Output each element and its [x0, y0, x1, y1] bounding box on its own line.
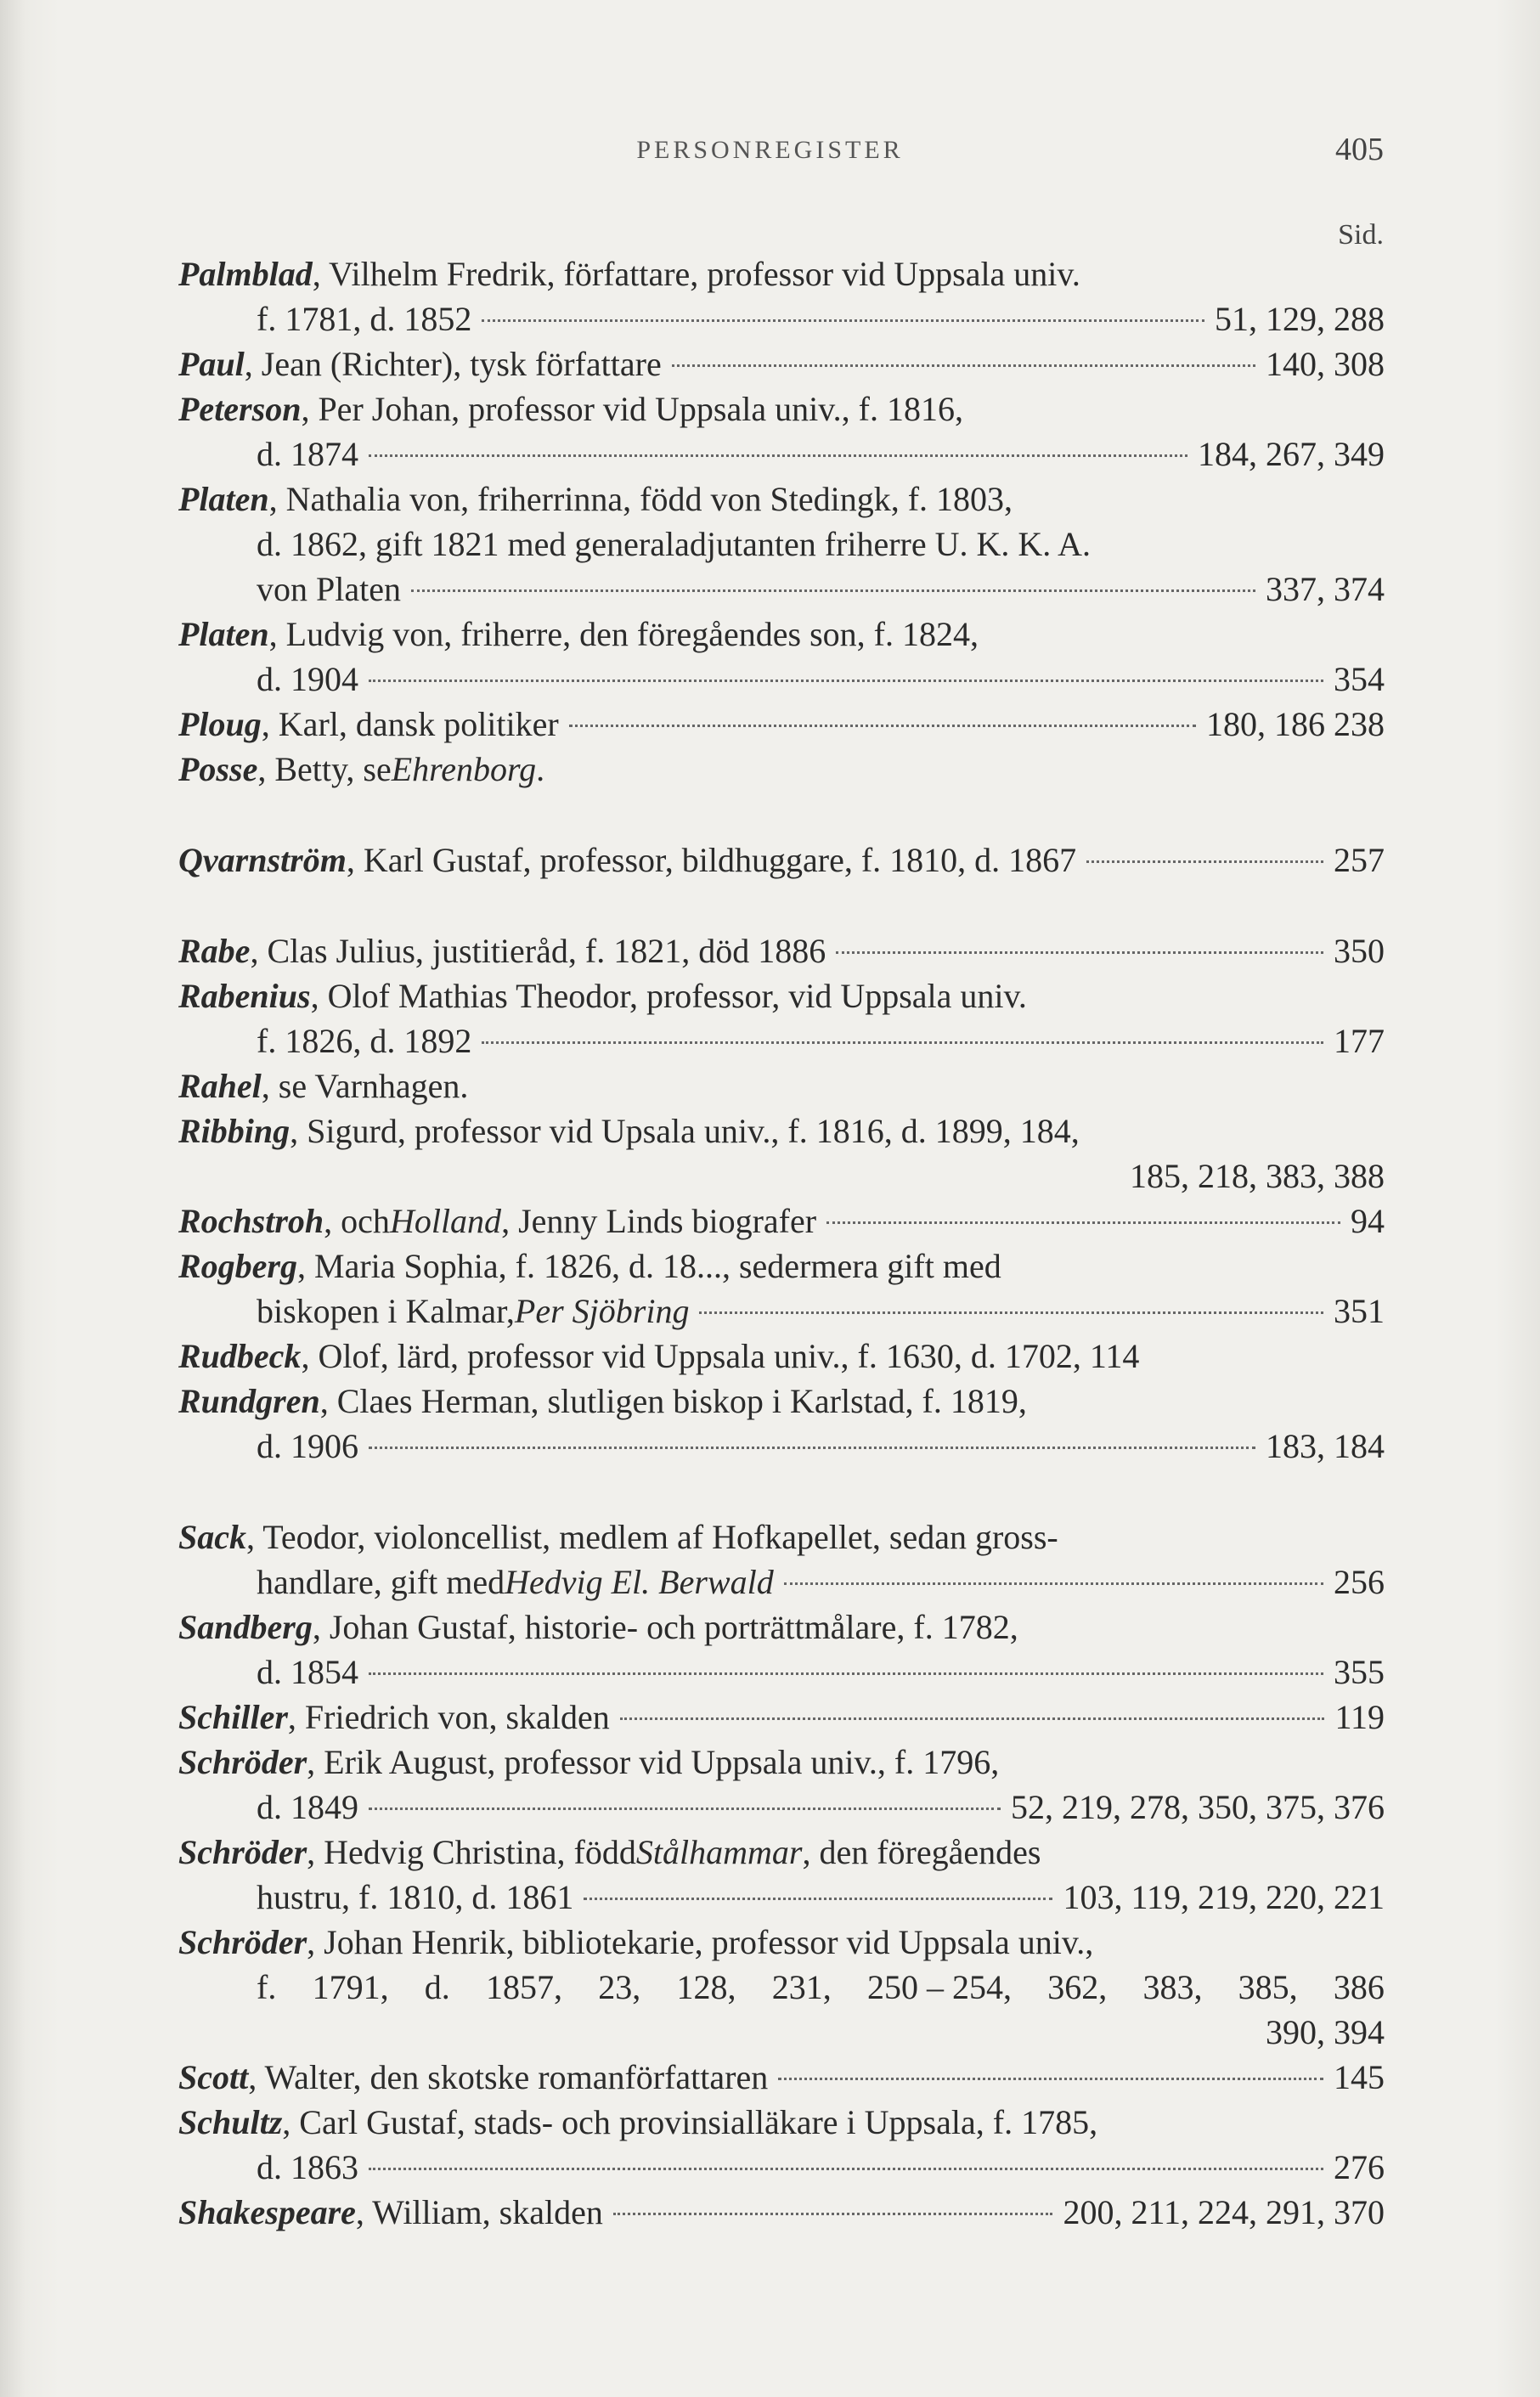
cross-reference: Stålhammar: [635, 1833, 803, 1871]
dot-leader: [672, 364, 1255, 367]
register-entry: [178, 1334, 1385, 1379]
entry-line: [178, 1379, 1385, 1424]
entry-name: Schröder: [178, 1833, 307, 1871]
entry-name: Rabe: [178, 932, 251, 970]
entry-text: , Jean (Richter), tysk författare: [244, 345, 662, 383]
dot-leader: [569, 725, 1196, 727]
cross-reference: Ehrenborg: [391, 750, 537, 788]
dot-leader: [369, 1672, 1323, 1675]
entry-text: , se Varnhagen.: [261, 1067, 469, 1105]
entry-text: 385,: [1238, 1968, 1298, 2006]
entry-line: [178, 296, 1385, 341]
entry-line: [178, 973, 1385, 1018]
page-refs: 103, 119, 219, 220, 221: [1063, 1878, 1385, 1916]
entry-name: Sandberg: [178, 1608, 313, 1646]
entry-line: [178, 928, 1385, 973]
entry-line: [178, 1605, 1385, 1650]
entry-line: [178, 2010, 1385, 2055]
entry-text: von Platen: [257, 570, 401, 608]
cross-reference: Hedvig El. Berwald: [505, 1563, 774, 1601]
dot-leader: [836, 951, 1323, 954]
register-entry: [178, 747, 1385, 792]
page-refs: 200, 211, 224, 291, 370: [1063, 2193, 1385, 2231]
entry-text: , Friedrich von, skalden: [287, 1698, 610, 1736]
entry-name: Schröder: [178, 1743, 307, 1781]
entry-name: Platen: [178, 480, 269, 518]
entry-name: Schröder: [178, 1923, 307, 1961]
page-refs: 276: [1334, 2148, 1385, 2186]
entry-line: [178, 1018, 1385, 1063]
page-refs: 94: [1351, 1202, 1385, 1240]
register-entry: [178, 702, 1385, 747]
entry-name: Sack: [178, 1518, 246, 1556]
entry-line: [178, 341, 1385, 386]
entry-text: , Nathalia von, friherrinna, född von Stedingk, f. 1803,: [268, 480, 1013, 518]
page-refs: 183, 184: [1266, 1427, 1385, 1465]
entry-name: Rogberg: [178, 1247, 297, 1285]
entry-text: , Clas Julius, justitieråd, f. 1821, död 1886: [250, 932, 826, 970]
dot-leader: [620, 1717, 1325, 1720]
entry-line: [178, 1559, 1385, 1605]
entry-text: 1791,: [312, 1968, 389, 2006]
entry-name: Schiller: [178, 1698, 288, 1736]
dot-leader: [369, 680, 1323, 682]
entry-line: [178, 702, 1385, 747]
entry-text: f.: [257, 1968, 277, 2006]
page-refs: 180, 186 238: [1206, 705, 1385, 743]
entry-line: [178, 657, 1385, 702]
entry-name: Platen: [178, 615, 269, 653]
entry-line: [178, 1244, 1385, 1289]
cross-reference: Per Sjöbring: [514, 1292, 690, 1330]
register-entry: [178, 612, 1385, 702]
entry-line: [178, 522, 1385, 567]
entry-line: [178, 1334, 1385, 1379]
page-refs: 350: [1334, 932, 1385, 970]
entry-line: [178, 386, 1385, 431]
register-entry: [178, 477, 1385, 612]
entry-name: Palmblad: [178, 255, 313, 293]
entry-text: 362,: [1047, 1968, 1108, 2006]
page-refs: 351: [1334, 1292, 1385, 1330]
dot-leader: [369, 454, 1187, 457]
page-refs: 145: [1334, 2058, 1385, 2096]
entry-text: , Per Johan, professor vid Uppsala univ., f. 1816,: [301, 390, 963, 428]
entry-name: Ploug: [178, 705, 262, 743]
register-entry: [178, 1244, 1385, 1334]
entry-name: Rundgren: [178, 1382, 320, 1420]
entry-line: [178, 2190, 1385, 2235]
entry-name: Rudbeck: [178, 1337, 302, 1375]
register-entry: [178, 1379, 1385, 1469]
entry-name: Scott: [178, 2058, 249, 2096]
page-refs: 390, 394: [1266, 2013, 1385, 2051]
entry-line: [178, 1650, 1385, 1695]
entry-text: d. 1849: [257, 1788, 358, 1826]
entry-text: handlare, gift med: [257, 1563, 505, 1601]
entry-line: [178, 251, 1385, 296]
entry-line: [178, 1063, 1385, 1108]
register-entry: [178, 1830, 1385, 1920]
dot-leader: [482, 319, 1204, 322]
register-entry: [178, 1605, 1385, 1695]
dot-leader: [1086, 860, 1323, 863]
entry-text: , Claes Herman, slutligen biskop i Karlstad, f. 1819,: [319, 1382, 1027, 1420]
entry-text: , William, skalden: [355, 2193, 603, 2231]
page-refs: 257: [1334, 841, 1385, 879]
register-entry: [178, 1108, 1385, 1198]
entry-text: 128,: [676, 1968, 736, 2006]
register-entry: [178, 973, 1385, 1063]
entry-line: [178, 2145, 1385, 2190]
entry-text: , Olof, lärd, professor vid Uppsala univ., f. 1630, d. 1702, 114: [301, 1337, 1140, 1375]
dot-leader: [699, 1311, 1323, 1314]
dot-leader: [369, 1447, 1255, 1449]
entry-text: f. 1826, d. 1892: [257, 1022, 472, 1060]
running-title: PERSONREGISTER: [636, 136, 904, 164]
entry-line: [178, 431, 1385, 477]
entry-text: , Betty, se: [257, 750, 392, 788]
entry-text: 231,: [771, 1968, 832, 2006]
register-entry: [178, 1740, 1385, 1830]
page-refs: 185, 218, 383, 388: [1130, 1157, 1385, 1195]
entry-text: , Johan Gustaf, historie- och porträttmålare, f. 1782,: [312, 1608, 1018, 1646]
entry-text: , Karl Gustaf, professor, bildhuggare, f. 1810, d. 1867: [346, 841, 1077, 879]
page-refs: 177: [1334, 1022, 1385, 1060]
entry-text: 250 – 254,: [866, 1968, 1012, 2006]
entry-text: 383,: [1142, 1968, 1203, 2006]
entry-name: Shakespeare: [178, 2193, 356, 2231]
entry-text: d. 1863: [257, 2148, 358, 2186]
entry-line: [178, 1108, 1385, 1153]
entry-text: d. 1854: [257, 1653, 358, 1691]
dot-leader: [411, 589, 1255, 592]
register-entry: [178, 386, 1385, 477]
entry-text: biskopen i Kalmar,: [257, 1292, 515, 1330]
entry-line: [178, 1424, 1385, 1469]
entry-text: , Carl Gustaf, stads- och provinsialläkare i Uppsala, f. 1785,: [282, 2103, 1098, 2141]
entry-line: [178, 1198, 1385, 1244]
entry-text: , Vilhelm Fredrik, författare, professor vid Uppsala univ.: [312, 255, 1080, 293]
page-refs: 256: [1334, 1563, 1385, 1601]
register-entry: [178, 1695, 1385, 1740]
register-entry: [178, 2100, 1385, 2190]
cross-reference: Holland: [389, 1202, 502, 1240]
entry-line: [178, 1695, 1385, 1740]
dot-leader: [369, 2168, 1323, 2170]
entry-text: , Hedvig Christina, född: [307, 1833, 636, 1871]
entry-text: d. 1862, gift 1821 med generaladjutanten friherre U. K. K. A.: [257, 525, 1091, 563]
dot-leader: [778, 2078, 1323, 2080]
entry-name: Rahel: [178, 1067, 262, 1105]
entry-text: 1857,: [486, 1968, 563, 2006]
entry-text: d. 1874: [257, 435, 358, 473]
entry-text: f. 1781, d. 1852: [257, 300, 472, 338]
entry-text: d.: [424, 1968, 450, 2006]
entry-text: 386: [1333, 1968, 1385, 2006]
entry-line: [178, 1514, 1385, 1559]
entry-line: [178, 1830, 1385, 1875]
entry-line: [178, 1785, 1385, 1830]
page-refs: 51, 129, 288: [1215, 300, 1385, 338]
page-refs: 119: [1334, 1698, 1385, 1736]
page-refs: 337, 374: [1266, 570, 1385, 608]
entry-text: hustru, f. 1810, d. 1861: [257, 1878, 574, 1916]
register-entry: [178, 838, 1385, 883]
entry-name: Peterson: [178, 390, 302, 428]
page-refs: 140, 308: [1266, 345, 1385, 383]
entry-text: , Erik August, professor vid Uppsala univ., f. 1796,: [307, 1743, 1000, 1781]
page-refs: 354: [1334, 660, 1385, 698]
entry-line: [178, 1920, 1385, 1965]
page-refs: 52, 219, 278, 350, 375, 376: [1011, 1788, 1385, 1826]
entry-text: , Teodor, violoncellist, medlem af Hofkapellet, sedan gross-: [246, 1518, 1058, 1556]
dot-leader: [613, 2213, 1053, 2215]
register-entry: [178, 928, 1385, 973]
register-entry: [178, 2055, 1385, 2100]
entry-text: , Maria Sophia, f. 1826, d. 18..., sedermera gift med: [297, 1247, 1001, 1285]
page-number: 405: [1335, 132, 1384, 167]
entry-name: Paul: [178, 345, 245, 383]
register-entry: [178, 1198, 1385, 1244]
dot-leader: [584, 1898, 1052, 1900]
entry-text: , Jenny Linds biografer: [501, 1202, 817, 1240]
entry-text: d. 1904: [257, 660, 358, 698]
entry-text: d. 1906: [257, 1427, 358, 1465]
entry-name: Rochstroh: [178, 1202, 324, 1240]
entry-line: [178, 1289, 1385, 1334]
entry-line: [178, 1153, 1385, 1198]
register-entry: [178, 1920, 1385, 2055]
entry-text: , Olof Mathias Theodor, professor, vid Uppsala univ.: [310, 977, 1027, 1015]
entry-text: , Sigurd, professor vid Upsala univ., f. 1816, d. 1899, 184,: [290, 1112, 1080, 1150]
entry-name: Rabenius: [178, 977, 311, 1015]
entry-line: [178, 477, 1385, 522]
entry-text: , den föregåendes: [802, 1833, 1041, 1871]
entry-text: , Walter, den skotske romanförfattaren: [248, 2058, 769, 2096]
dot-leader: [482, 1041, 1323, 1044]
entry-line: [178, 1965, 1385, 2010]
entry-line: [178, 567, 1385, 612]
page-refs: 355: [1334, 1653, 1385, 1691]
register-entry: [178, 2190, 1385, 2235]
entry-line: [178, 612, 1385, 657]
entry-text: , och: [324, 1202, 390, 1240]
register-entry: [178, 341, 1385, 386]
register-entries: [178, 251, 1385, 2235]
entry-line: [178, 838, 1385, 883]
entry-name: Qvarnström: [178, 841, 347, 879]
entry-name: Ribbing: [178, 1112, 291, 1150]
dot-leader: [784, 1582, 1323, 1585]
entry-text: , Ludvig von, friherre, den föregåendes son, f. 1824,: [268, 615, 979, 653]
register-entry: [178, 1063, 1385, 1108]
entry-text: .: [536, 750, 545, 788]
dot-leader: [826, 1221, 1340, 1224]
entry-text: , Karl, dansk politiker: [261, 705, 559, 743]
entry-line: [178, 2055, 1385, 2100]
entry-line: [178, 1740, 1385, 1785]
entry-text: , Johan Henrik, bibliotekarie, professor vid Uppsala univ.,: [307, 1923, 1094, 1961]
page-refs: 184, 267, 349: [1198, 435, 1385, 473]
register-entry: [178, 1514, 1385, 1605]
dot-leader: [369, 1808, 1001, 1810]
column-label: Sid.: [1338, 219, 1384, 251]
entry-name: Posse: [178, 750, 258, 788]
register-entry: [178, 251, 1385, 341]
entry-line: [178, 1875, 1385, 1920]
entry-name: Schultz: [178, 2103, 283, 2141]
entry-line: [178, 2100, 1385, 2145]
entry-line: [178, 747, 1385, 792]
entry-text: 23,: [598, 1968, 641, 2006]
